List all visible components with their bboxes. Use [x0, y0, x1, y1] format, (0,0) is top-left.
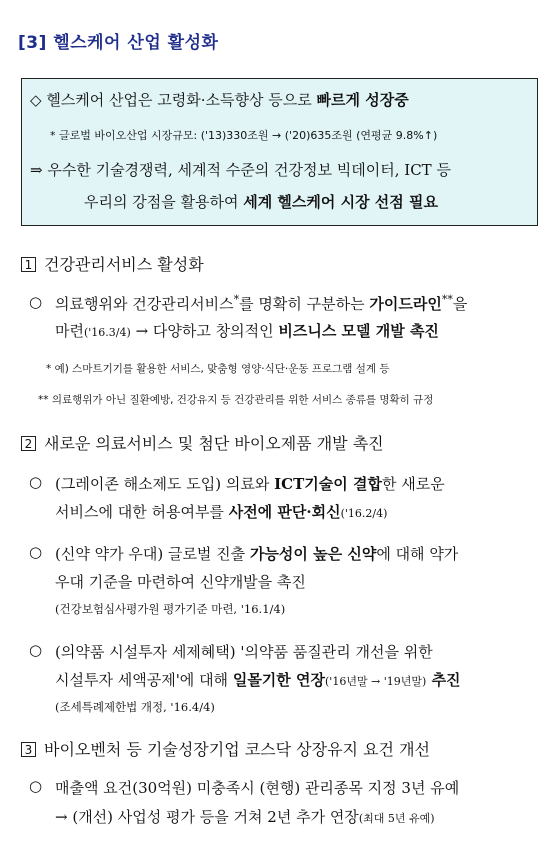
section2-heading-text: 새로운 의료서비스 및 첨단 바이오제품 개발 촉진 — [44, 434, 384, 453]
section2-item3-line2-a: 시설투자 세액공제'에 대해 — [55, 671, 233, 689]
section2-heading — [21, 431, 384, 454]
section1-line1-b: 를 명확히 구분하는 — [239, 295, 370, 313]
section2-item3-line2-emphasis: 일몰기한 연장 — [232, 671, 325, 689]
section2-item3-line2 — [55, 669, 461, 690]
circle-bullet-icon: ○ — [29, 473, 43, 491]
circle-bullet-icon: ○ — [29, 543, 43, 561]
section2-item3-line2-b: 추진 — [426, 671, 461, 689]
circle-bullet-icon: ○ — [29, 641, 43, 659]
summary-main-text: 헬스케어 산업은 고령화·소득향상 등으로 — [46, 91, 317, 109]
section2-item2-line1 — [55, 543, 458, 564]
section-title: [3] 헬스케어 산업 활성화 — [18, 33, 219, 53]
section2-item3-note: (조세특례제한법 개정, '16.4/4) — [55, 700, 215, 714]
section1-line1-a: 의료행위와 건강관리서비스 — [55, 295, 234, 313]
section1-number-box: 1 — [21, 257, 36, 272]
section2-item1-line2-emphasis: 사전에 판단·회신 — [228, 503, 341, 521]
section1-line2-b: → 다양하고 창의적인 — [130, 322, 279, 340]
section1-line2-date: ('16.3/4) — [83, 326, 131, 339]
summary-arrow-line2-emphasis: 세계 헬스케어 시장 선점 필요 — [243, 193, 438, 211]
section1-line1 — [55, 293, 467, 314]
summary-arrow-line1: ⇒ 우수한 기술경쟁력, 세계적 수준의 건강정보 빅데이터, ICT 등 — [30, 161, 451, 179]
section1-line2-a: 마련 — [55, 322, 84, 340]
circle-bullet-icon: ○ — [29, 777, 43, 795]
section2-item2-line1-a: (신약 약가 우대) 글로벌 진출 — [55, 545, 250, 563]
section2-item3-line1: (의약품 시설투자 세제혜택) '의약품 품질관리 개선을 위한 — [55, 643, 433, 661]
section2-item3-date: ('16년말 → '19년말) — [325, 675, 427, 688]
section2-item1-line1-b: 한 새로운 — [381, 475, 445, 493]
diamond-icon: ◇ — [30, 91, 42, 109]
section1-heading — [21, 252, 204, 275]
section3-heading — [21, 737, 430, 760]
footnote-marker: * — [233, 293, 240, 306]
section2-item1-line1 — [55, 473, 445, 494]
footnote-marker-2: ** — [441, 293, 453, 306]
section2-item1-line1-a: (그레이존 해소제도 도입) 의료와 — [55, 475, 275, 493]
section2-item2-note: (건강보험심사평가원 평가기준 마련, '16.1/4) — [55, 602, 286, 616]
section2-number-box: 2 — [21, 436, 36, 451]
section2-item1-line1-emphasis: ICT기술이 결합 — [274, 475, 382, 493]
section1-heading-text: 건강관리서비스 활성화 — [44, 255, 204, 274]
section1-line2 — [55, 320, 439, 341]
section1-line1-c: 을 — [452, 295, 468, 313]
section3-line2-note: (최대 5년 유예) — [358, 812, 435, 825]
summary-box — [21, 78, 538, 226]
summary-main — [30, 89, 409, 110]
section3-heading-text: 바이오벤처 등 기술성장기업 코스닥 상장유지 요건 개선 — [44, 740, 431, 759]
section3-number-box: 3 — [21, 742, 36, 757]
section1-footnote2: ** 의료행위가 아닌 질환예방, 건강유지 등 건강관리를 위한 서비스 종류를 명확히 규정 — [38, 394, 434, 406]
section2-item1-line2 — [55, 501, 387, 522]
circle-bullet-icon: ○ — [29, 293, 43, 311]
summary-arrow-line2 — [84, 191, 438, 212]
section2-item1-line2-a: 서비스에 대한 허용여부를 — [55, 503, 229, 521]
section2-item2-line2: 우대 기준을 마련하여 신약개발을 촉진 — [55, 573, 306, 591]
section1-line1-emphasis: 가이드라인 — [369, 295, 442, 313]
section1-footnote1: * 예) 스마트기기를 활용한 서비스, 맞춤형 영양·식단·운동 프로그램 설계 등 — [46, 363, 390, 375]
section2-item2-line1-emphasis: 가능성이 높은 신약 — [249, 545, 377, 563]
section1-line2-emphasis: 비즈니스 모델 개발 촉진 — [278, 322, 439, 340]
summary-arrow-line2-text: 우리의 강점을 활용하여 — [84, 193, 244, 211]
section3-line1: 매출액 요건(30억원) 미충족시 (현행) 관리종목 지정 3년 유예 — [55, 779, 460, 797]
summary-main-emphasis: 빠르게 성장중 — [316, 91, 409, 109]
summary-note: * 글로벌 바이오산업 시장규모: ('13)330조원 → ('20)635조원 (연평균 9.8%↑) — [50, 129, 438, 142]
section2-item2-line1-b: 에 대해 약가 — [376, 545, 459, 563]
section2-item1-date: ('16.2/4) — [340, 507, 388, 520]
section3-line2 — [55, 806, 435, 827]
section3-line2-a: → (개선) 사업성 평가 등을 거쳐 2년 추가 연장 — [55, 808, 359, 826]
